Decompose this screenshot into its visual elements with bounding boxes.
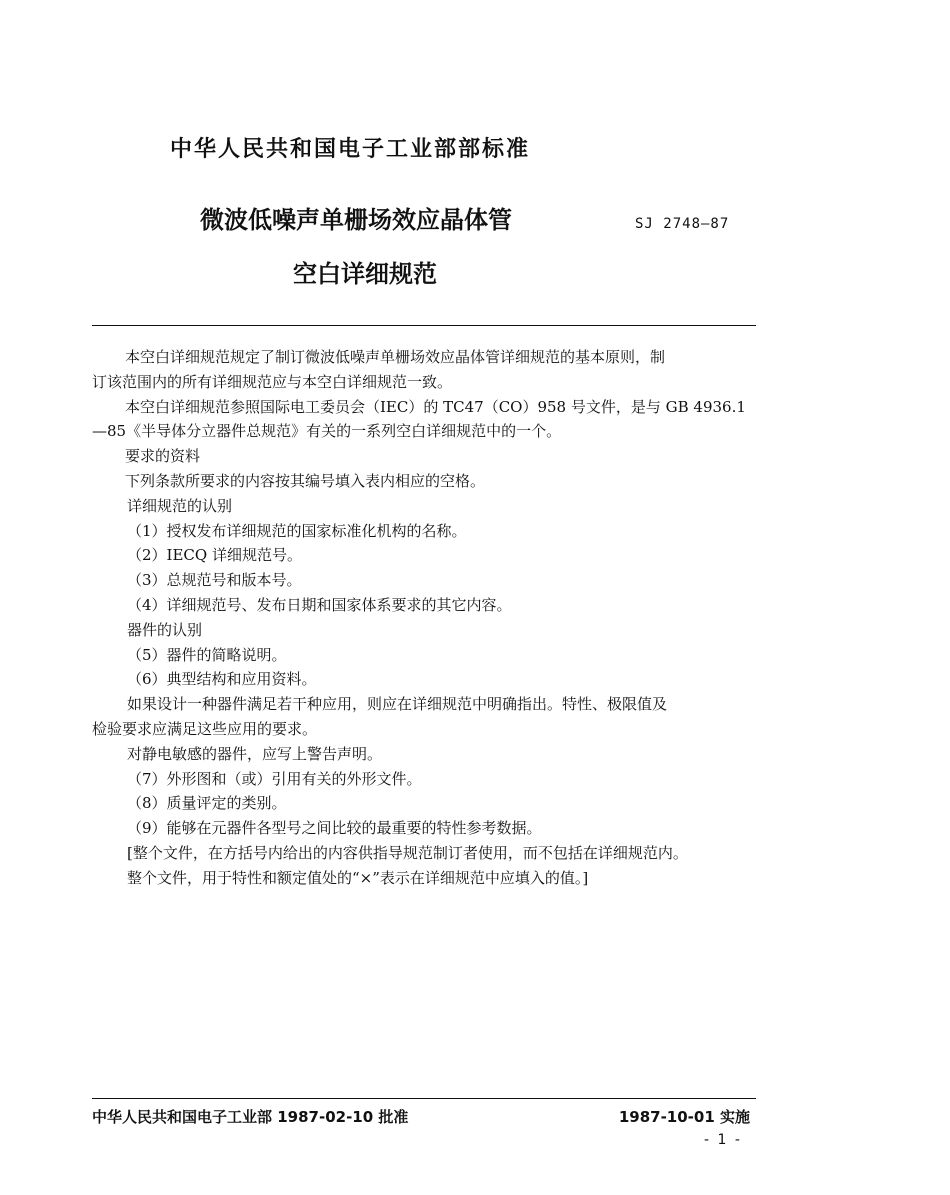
implementation-date: 1987-10-01 实施	[618, 1108, 750, 1126]
footer-divider	[92, 1098, 756, 1099]
paragraph-applications-line2: 检验要求应满足这些应用的要求。	[92, 719, 318, 738]
page-number: - 1 -	[704, 1132, 742, 1148]
section-heading-required-info: 要求的资料	[125, 447, 201, 466]
standard-number: SJ 2748—87	[635, 216, 730, 232]
note-line2: 整个文件，用于特性和额定值处的“×”表示在详细规范中应填入的值。]	[127, 868, 589, 887]
list-item-2: （2）IECQ 详细规范号。	[127, 546, 302, 565]
list-item-5: （5）器件的简略说明。	[127, 645, 287, 664]
paragraph-esd-warning: 对静电敏感的器件，应写上警告声明。	[127, 744, 383, 763]
paragraph-reference-line2: —85《半导体分立器件总规范》有关的一系列空白详细规范中的一个。	[92, 422, 562, 441]
paragraph-reference-line1: 本空白详细规范参照国际电工委员会（IEC）的 TC47（CO）958 号文件，是与 GB 4936.1	[125, 397, 746, 416]
list-item-9: （9）能够在元器件各型号之间比较的最重要的特性参考数据。	[127, 819, 542, 838]
approval-date: 中华人民共和国电子工业部 1987-02-10 批准	[92, 1108, 409, 1126]
list-item-8: （8）质量评定的类别。	[127, 794, 287, 813]
header-divider	[92, 325, 756, 326]
list-item-3: （3）总规范号和版本号。	[127, 571, 302, 590]
note-line1: [整个文件，在方括号内给出的内容供指导规范制订者使用，而不包括在详细规范内。	[127, 843, 688, 862]
paragraph-required-info: 下列条款所要求的内容按其编号填入表内相应的空格。	[125, 471, 486, 490]
ministry-standard-heading: 中华人民共和国电子工业部部标准	[170, 137, 531, 162]
paragraph-scope-line1: 本空白详细规范规定了制订微波低噪声单栅场效应晶体管详细规范的基本原则，制	[125, 348, 666, 366]
document-title-line2: 空白详细规范	[293, 260, 437, 288]
paragraph-applications-line1: 如果设计一种器件满足若干种应用，则应在详细规范中明确指出。特性、极限值及	[127, 695, 668, 714]
list-item-7: （7）外形图和（或）引用有关的外形文件。	[127, 769, 422, 788]
list-item-1: （1）授权发布详细规范的国家标准化机构的名称。	[127, 521, 467, 540]
list-item-6: （6）典型结构和应用资料。	[127, 670, 317, 689]
document-body	[92, 345, 772, 891]
document-title-line1: 微波低噪声单栅场效应晶体管	[200, 206, 512, 234]
paragraph-scope-line2: 订该范围内的所有详细规范应与本空白详细规范一致。	[92, 372, 453, 391]
section-heading-detail-spec: 详细规范的认别	[127, 496, 233, 515]
list-item-4: （4）详细规范号、发布日期和国家体系要求的其它内容。	[127, 595, 512, 614]
section-heading-device: 器件的认别	[127, 620, 203, 639]
